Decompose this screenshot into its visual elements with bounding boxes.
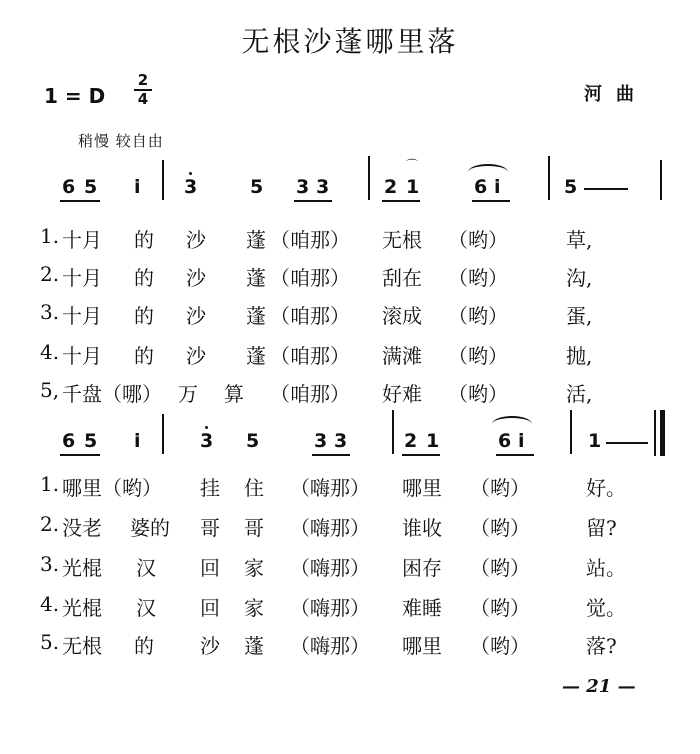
lyric-word: 千盘（哪） <box>62 382 162 406</box>
lyric-word: 滚成 <box>382 304 422 328</box>
lyric-word: 沙 <box>186 304 206 328</box>
lyric-word: 沙 <box>186 344 206 368</box>
eighth-underline <box>382 200 420 202</box>
lyric-word: 光棍 <box>62 556 102 580</box>
high-octave-dot <box>189 172 192 175</box>
lyric-word: （咱那） <box>270 304 350 328</box>
lyric-word: 沙 <box>186 228 206 252</box>
lyric-word: 蓬 <box>246 304 266 328</box>
song-title: 无根沙蓬哪里落 <box>241 25 459 58</box>
lyric-word: 好。 <box>586 476 626 500</box>
barline <box>162 414 164 454</box>
lyric-word: 家 <box>244 556 264 580</box>
verse-number: 1. <box>40 224 60 248</box>
lyric-word: （嗨那） <box>290 556 370 580</box>
lyric-word: 哪里 <box>402 476 442 500</box>
lyric-word: 算 <box>224 382 244 406</box>
eighth-underline <box>472 200 510 202</box>
note: 3 <box>314 430 328 452</box>
lyric-word: （咱那） <box>270 266 350 290</box>
page-number: — 21 — <box>562 676 636 697</box>
lyric-word: 沙 <box>186 266 206 290</box>
lyric-word: 十月 <box>62 266 102 290</box>
note: 3 <box>184 176 198 198</box>
lyric-word: 满滩 <box>382 344 422 368</box>
lyric-word: （哟） <box>470 556 530 580</box>
note: 6 <box>498 430 512 452</box>
lyric-word: 无根 <box>62 634 102 658</box>
barline <box>660 160 662 200</box>
lyric-word: 哪里（哟） <box>62 476 162 500</box>
verse-number: 4. <box>40 340 60 364</box>
time-denominator: 4 <box>137 90 149 108</box>
lyric-word: （哟） <box>448 382 508 406</box>
lyric-word: （哟） <box>448 304 508 328</box>
lyric-word: 蓬 <box>246 344 266 368</box>
lyric-word: （嗨那） <box>290 476 370 500</box>
fermata-mark: ⌒ <box>406 158 419 172</box>
lyric-word: 站。 <box>586 556 626 580</box>
lyric-word: 沟, <box>566 266 593 290</box>
sustain-dash <box>584 188 628 190</box>
lyric-word: 汉 <box>136 596 156 620</box>
lyric-word: （哟） <box>470 596 530 620</box>
lyric-word: 的 <box>134 304 154 328</box>
lyric-word: 的 <box>134 266 154 290</box>
barline <box>548 156 550 200</box>
lyric-word: （咱那） <box>270 228 350 252</box>
eighth-underline <box>60 454 100 456</box>
lyric-word: 活, <box>566 382 593 406</box>
note: 5 <box>250 176 264 198</box>
note: 1 <box>588 430 602 452</box>
lyric-word: 光棍 <box>62 596 102 620</box>
note: 5 <box>84 176 98 198</box>
lyric-word: 十月 <box>62 344 102 368</box>
sustain-dash <box>606 442 648 444</box>
note: 5 <box>246 430 260 452</box>
note: 5 <box>564 176 578 198</box>
final-barline-thick <box>660 410 665 456</box>
lyric-word: （嗨那） <box>290 634 370 658</box>
lyric-word: 沙 <box>200 634 220 658</box>
barline <box>570 410 572 454</box>
note: i <box>518 430 525 452</box>
verse-number: 5, <box>40 378 60 402</box>
verse-number: 1. <box>40 472 60 496</box>
lyric-word: （哟） <box>448 266 508 290</box>
verse-number: 5. <box>40 630 60 654</box>
verse-number: 3. <box>40 552 60 576</box>
lyric-word: 无根 <box>382 228 422 252</box>
lyric-word: 回 <box>200 596 220 620</box>
lyric-word: 的 <box>134 228 154 252</box>
note: 6 <box>62 430 76 452</box>
lyric-word: 没老 <box>62 516 102 540</box>
eighth-underline <box>312 454 350 456</box>
lyric-word: （嗨那） <box>290 596 370 620</box>
note: 2 <box>384 176 398 198</box>
lyric-word: 好难 <box>382 382 422 406</box>
lyric-word: （嗨那） <box>290 516 370 540</box>
lyric-word: （咱那） <box>270 382 350 406</box>
lyric-word: 住 <box>244 476 264 500</box>
verse-number: 2. <box>40 512 60 536</box>
lyric-word: （哟） <box>448 228 508 252</box>
barline <box>368 156 370 200</box>
lyric-word: 抛, <box>566 344 593 368</box>
high-octave-dot <box>205 426 208 429</box>
lyric-word: 婆的 <box>130 516 170 540</box>
lyric-word: 草, <box>566 228 593 252</box>
time-signature <box>132 72 154 108</box>
note: 1 <box>426 430 440 452</box>
lyric-word: 挂 <box>200 476 220 500</box>
note: 3 <box>334 430 348 452</box>
lyric-word: （哟） <box>470 634 530 658</box>
note: 3 <box>316 176 330 198</box>
lyric-word: 落? <box>586 634 617 658</box>
lyric-word: 哪里 <box>402 634 442 658</box>
verse-number: 4. <box>40 592 60 616</box>
lyric-word: （咱那） <box>270 344 350 368</box>
lyric-word: 十月 <box>62 228 102 252</box>
lyric-word: 谁收 <box>402 516 442 540</box>
song-source: 河曲 <box>584 84 648 105</box>
note: 1 <box>406 176 420 198</box>
lyric-word: 家 <box>244 596 264 620</box>
verse-number: 3. <box>40 300 60 324</box>
lyric-word: 回 <box>200 556 220 580</box>
lyric-word: （哟） <box>448 344 508 368</box>
verse-number: 2. <box>40 262 60 286</box>
lyric-word: 的 <box>134 634 154 658</box>
eighth-underline <box>402 454 440 456</box>
final-barline-thin <box>654 410 656 456</box>
lyric-word: 蛋, <box>566 304 593 328</box>
note: i <box>494 176 501 198</box>
note: 2 <box>404 430 418 452</box>
eighth-underline <box>496 454 534 456</box>
lyric-word: 觉。 <box>586 596 626 620</box>
eighth-underline <box>60 200 100 202</box>
lyric-word: 哥 <box>200 516 220 540</box>
lyric-word: 十月 <box>62 304 102 328</box>
lyric-word: 哥 <box>244 516 264 540</box>
barline <box>162 160 164 200</box>
note: 6 <box>62 176 76 198</box>
note: 3 <box>200 430 214 452</box>
lyric-word: 的 <box>134 344 154 368</box>
time-numerator: 2 <box>137 71 149 89</box>
key-signature: 1 = D <box>44 84 106 108</box>
lyric-word: 难睡 <box>402 596 442 620</box>
note: 3 <box>296 176 310 198</box>
lyric-word: 留? <box>586 516 617 540</box>
note: i <box>134 176 141 198</box>
eighth-underline <box>294 200 332 202</box>
note: i <box>134 430 141 452</box>
barline <box>392 410 394 454</box>
lyric-word: 困存 <box>402 556 442 580</box>
lyric-word: 蓬 <box>246 266 266 290</box>
lyric-word: 刮在 <box>382 266 422 290</box>
lyric-word: 汉 <box>136 556 156 580</box>
lyric-word: 蓬 <box>244 634 264 658</box>
note: 5 <box>84 430 98 452</box>
lyric-word: 蓬 <box>246 228 266 252</box>
note: 6 <box>474 176 488 198</box>
lyric-word: 万 <box>178 382 198 406</box>
lyric-word: （哟） <box>470 476 530 500</box>
lyric-word: （哟） <box>470 516 530 540</box>
tempo-marking: 稍慢 较自由 <box>78 132 164 150</box>
